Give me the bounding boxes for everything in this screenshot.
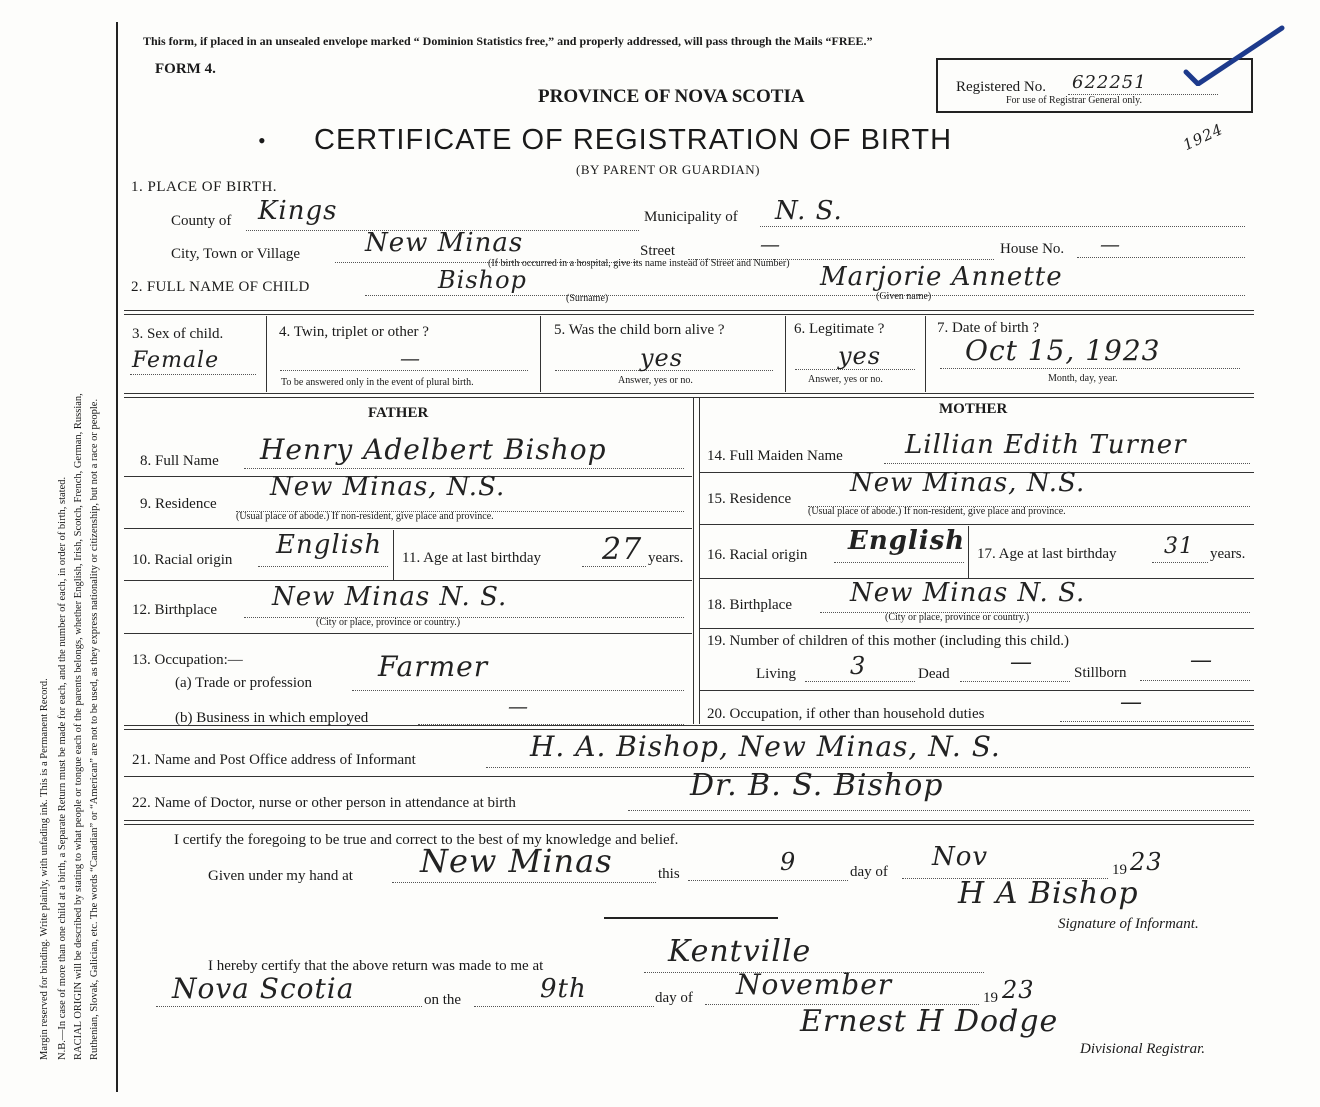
margin-note-racial-origin-cont: Ruthenian, Slovak, Galician, etc. The words “Canadian” or “American” are not to be used, as they express nationality or citizenship, but not a race or people. [89, 398, 100, 1060]
stillborn-label: Stillborn [1074, 665, 1127, 681]
certify-statement: I certify the foregoing to be true and correct to the best of my knowledge and belief. [174, 832, 679, 848]
father-birthplace-note: (City or place, province or country.) [316, 617, 461, 628]
street-value: — [760, 232, 781, 256]
return-statement: I hereby certify that the above return was made to me at [208, 958, 544, 974]
bullet-mark: • [258, 128, 266, 153]
given-year-prefix: 19 [1112, 862, 1127, 878]
mother-birthplace-value: New Minas N. S. [850, 578, 1086, 608]
informant-value: H. A. Bishop, New Minas, N. S. [530, 730, 1001, 763]
given-under-hand-label: Given under my hand at [208, 868, 353, 884]
sex-value: Female [132, 348, 220, 373]
given-day-value: 9 [780, 848, 797, 876]
born-alive-value: yes [640, 344, 684, 372]
street-label: Street [640, 243, 675, 259]
given-year-value: 23 [1130, 848, 1163, 876]
legitimate-note: Answer, yes or no. [808, 374, 883, 385]
on-the-label: on the [424, 992, 462, 1008]
page-title: CERTIFICATE OF REGISTRATION OF BIRTH [314, 124, 953, 156]
surname-caption: (Surname) [566, 293, 609, 304]
father-residence-note: (Usual place of abode.) If non-resident, give place and province. [236, 511, 494, 522]
child-given-name: Marjorie Annette [820, 262, 1063, 292]
mother-age-label: 17. Age at last birthday [977, 546, 1117, 562]
father-race-value: English [276, 530, 383, 560]
province-heading: PROVINCE OF NOVA SCOTIA [538, 86, 805, 107]
mother-name-value: Lillian Edith Turner [905, 430, 1187, 460]
given-name-caption: (Given name) [876, 291, 932, 302]
trade-label: (a) Trade or profession [175, 675, 313, 691]
municipality-label: Municipality of [644, 209, 738, 225]
municipality-value: N. S. [775, 196, 843, 226]
father-mother-divider [693, 398, 694, 724]
mother-age-value: 31 [1164, 534, 1194, 559]
child-name-label: 2. FULL NAME OF CHILD [131, 279, 310, 295]
registrar-caption: Divisional Registrar. [1080, 1041, 1206, 1057]
born-alive-note: Answer, yes or no. [618, 375, 693, 386]
father-residence-label: 9. Residence [140, 496, 217, 512]
dead-label: Dead [918, 666, 950, 682]
mother-name-label: 14. Full Maiden Name [707, 448, 843, 464]
mother-birthplace-label: 18. Birthplace [707, 597, 792, 613]
given-month-value: Nov [932, 842, 989, 872]
mother-race-label: 16. Racial origin [707, 547, 808, 563]
place-of-birth-heading: 1. PLACE OF BIRTH. [131, 179, 278, 195]
city-value: New Minas [365, 228, 524, 258]
mother-birthplace-note: (City or place, province or country.) [885, 612, 1030, 623]
house-label: House No. [1000, 241, 1065, 257]
binding-margin-line [116, 22, 118, 1092]
county-value: Kings [258, 196, 338, 226]
return-year-prefix: 19 [983, 990, 998, 1006]
sex-label: 3. Sex of child. [132, 326, 224, 342]
stillborn-value: — [1190, 648, 1213, 673]
corner-mark: 1924 [1180, 119, 1227, 155]
legitimate-label: 6. Legitimate ? [794, 321, 885, 337]
mother-occupation-label: 20. Occupation, if other than household duties [707, 706, 985, 722]
margin-note-multiple-births: N.B.—In case of more than one child at a birth, a Separate Return must be made for each, and the number of each, in order of birth, stated. [57, 476, 68, 1060]
father-heading: FATHER [368, 405, 429, 421]
mail-notice: This form, if placed in an unsealed envelope marked “ Dominion Statistics free,” and properly addressed, will pass through the Mails “FREE.” [143, 34, 873, 48]
father-residence-value: New Minas, N.S. [270, 472, 506, 502]
return-day-value: 9th [540, 974, 587, 1004]
father-race-label: 10. Racial origin [132, 552, 233, 568]
mother-occupation-value: — [1120, 690, 1143, 715]
dob-value: Oct 15, 1923 [965, 334, 1161, 367]
trade-value: Farmer [378, 650, 489, 683]
return-province-value: Nova Scotia [172, 972, 355, 1005]
father-birthplace-value: New Minas N. S. [272, 582, 508, 612]
mother-residence-label: 15. Residence [707, 491, 792, 507]
father-birthplace-label: 12. Birthplace [132, 602, 217, 618]
return-year-value: 23 [1002, 976, 1035, 1004]
mother-residence-value: New Minas, N.S. [850, 468, 1086, 498]
given-day-of-label: day of [850, 864, 888, 880]
born-alive-label: 5. Was the child born alive ? [554, 322, 725, 338]
living-value: 3 [850, 652, 867, 680]
registrar-signature: Ernest H Dodge [800, 1004, 1059, 1039]
this-label: this [658, 866, 680, 882]
living-label: Living [756, 666, 796, 682]
return-month-value: November [736, 968, 893, 1001]
father-name-value: Henry Adelbert Bishop [260, 433, 607, 466]
twin-value: — [400, 346, 421, 370]
children-count-label: 19. Number of children of this mother (including this child.) [707, 633, 1070, 649]
return-day-of-label: day of [655, 990, 693, 1006]
informant-signature: H A Bishop [958, 876, 1139, 911]
house-value: — [1100, 232, 1121, 256]
rule-top [124, 310, 1254, 311]
margin-note-racial-origin: RACIAL ORIGIN will be described by stating to what people or tongue each of the parents belongs, whether English, Irish, Scotch, French, German, Russian, [73, 393, 84, 1060]
legitimate-value: yes [838, 342, 882, 370]
mother-age-unit: years. [1210, 546, 1246, 562]
doctor-label: 22. Name of Doctor, nurse or other person in attendance at birth [132, 795, 516, 811]
dob-label: 7. Date of birth ? [937, 320, 1040, 336]
return-place-value: Kentville [668, 934, 812, 969]
registered-label: Registered No. [956, 79, 1046, 95]
dead-value: — [1010, 650, 1033, 675]
business-label: (b) Business in which employed [175, 710, 369, 726]
father-age-value: 27 [602, 532, 643, 567]
checkmark-icon [1178, 22, 1288, 86]
father-name-label: 8. Full Name [140, 453, 219, 469]
registrar-use-note: For use of Registrar General only. [1006, 95, 1142, 106]
twin-label: 4. Twin, triplet or other ? [279, 324, 429, 340]
father-age-unit: years. [648, 550, 684, 566]
business-value: — [508, 694, 529, 718]
informant-signature-caption: Signature of Informant. [1058, 916, 1199, 932]
hospital-note: (If birth occurred in a hospital, give its name instead of Street and Number) [488, 258, 790, 269]
county-label: County of [171, 213, 232, 229]
city-label: City, Town or Village [171, 246, 301, 262]
child-surname: Bishop [438, 266, 527, 294]
doctor-value: Dr. B. S. Bishop [690, 768, 944, 803]
given-place-value: New Minas [420, 842, 613, 880]
form-number: FORM 4. [155, 61, 216, 77]
mother-race-value: English [848, 526, 966, 556]
father-occupation-label: 13. Occupation:— [132, 652, 243, 668]
margin-note-binding: Margin reserved for binding. Write plainly, with unfading ink. This is a Permanent Record. [39, 678, 50, 1060]
mother-heading: MOTHER [939, 401, 1008, 417]
twin-note: To be answered only in the event of plural birth. [281, 377, 474, 388]
mother-residence-note: (Usual place of abode.) If non-resident, give place and province. [808, 506, 1066, 517]
registered-number: 622251 [1072, 72, 1147, 93]
father-age-label: 11. Age at last birthday [402, 550, 541, 566]
page-subtitle: (BY PARENT OR GUARDIAN) [576, 162, 761, 177]
informant-label: 21. Name and Post Office address of Informant [132, 752, 416, 768]
dob-note: Month, day, year. [1048, 373, 1118, 384]
